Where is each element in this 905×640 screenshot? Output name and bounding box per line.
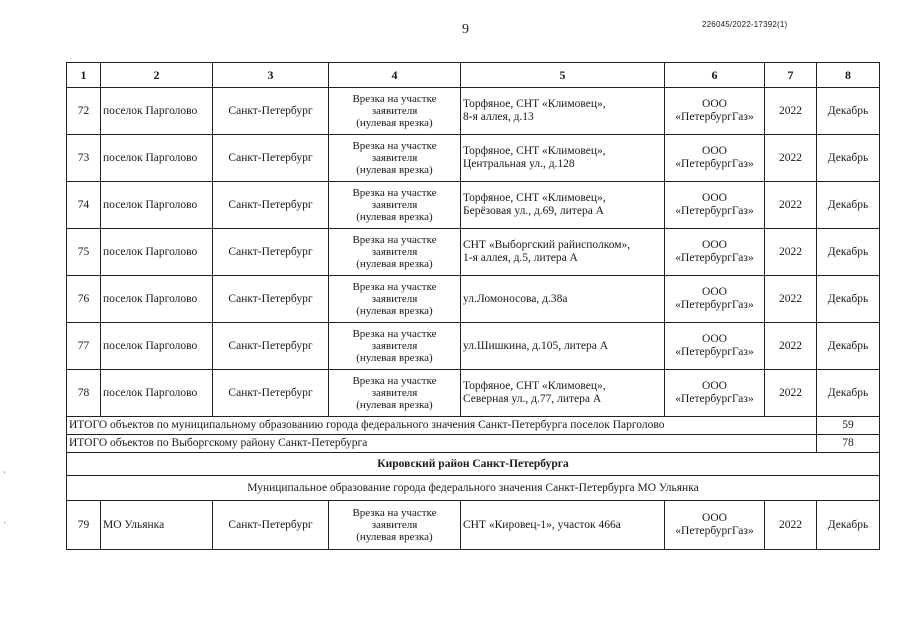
work-cell (329, 229, 461, 276)
month-cell: Декабрь (817, 276, 880, 323)
table-row (67, 323, 880, 370)
work-line: Врезка на участке (352, 93, 437, 105)
column-header: 2 (101, 63, 213, 88)
total-label: ИТОГО объектов по муниципальному образованию города федерального значения Санкт-Петербурга поселок Парголово (67, 417, 817, 435)
year-cell: 2022 (765, 501, 817, 550)
document-id: 226045/2022-17392(1) (702, 20, 788, 29)
city-cell: Санкт-Петербург (213, 135, 329, 182)
work-line: Врезка на участке (352, 507, 437, 519)
row-number: 77 (67, 323, 101, 370)
work-line: заявителя (371, 152, 418, 164)
address-line: Торфяное, СНТ «Климовец», (463, 98, 606, 110)
margin-mark: ' (4, 520, 6, 530)
table-row (67, 135, 880, 182)
org-line: ООО (702, 333, 727, 345)
total-value: 59 (817, 417, 880, 435)
work-line: (нулевая врезка) (356, 211, 433, 223)
address-line: ул.Ломоносова, д.38а (463, 292, 568, 305)
work-line: Врезка на участке (352, 328, 437, 340)
municipality-cell: поселок Парголово (101, 323, 213, 370)
column-number-row (67, 63, 880, 88)
address-line: Торфяное, СНТ «Климовец», (463, 380, 606, 392)
organization-cell (665, 276, 765, 323)
org-line: «ПетербургГаз» (675, 111, 754, 123)
work-line: заявителя (371, 199, 418, 211)
column-header: 6 (665, 63, 765, 88)
address-line: СНТ «Выборгский райисполком», (463, 239, 631, 251)
org-line: ООО (702, 145, 727, 157)
org-line: ООО (702, 98, 727, 110)
city-cell: Санкт-Петербург (213, 276, 329, 323)
table-row (67, 182, 880, 229)
table-row (67, 88, 880, 135)
org-line: «ПетербургГаз» (675, 393, 754, 405)
month-cell: Декабрь (817, 501, 880, 550)
address-cell (461, 182, 665, 229)
work-line: (нулевая врезка) (356, 531, 433, 543)
address-cell (461, 370, 665, 417)
municipality-cell: поселок Парголово (101, 276, 213, 323)
work-cell (329, 135, 461, 182)
municipality-cell: поселок Парголово (101, 229, 213, 276)
month-cell: Декабрь (817, 135, 880, 182)
address-cell (461, 323, 665, 370)
objects-table (66, 62, 880, 550)
year-cell: 2022 (765, 135, 817, 182)
total-label: ИТОГО объектов по Выборгскому району Санкт-Петербурга (67, 435, 817, 453)
month-cell: Декабрь (817, 370, 880, 417)
address-line: Торфяное, СНТ «Климовец», (463, 192, 606, 204)
city-cell: Санкт-Петербург (213, 88, 329, 135)
row-number: 76 (67, 276, 101, 323)
row-number: 73 (67, 135, 101, 182)
org-line: «ПетербургГаз» (675, 299, 754, 311)
organization-cell (665, 182, 765, 229)
address-cell (461, 276, 665, 323)
month-cell: Декабрь (817, 182, 880, 229)
row-number: 79 (67, 501, 101, 550)
row-number: 78 (67, 370, 101, 417)
organization-cell (665, 229, 765, 276)
organization-cell (665, 135, 765, 182)
year-cell: 2022 (765, 88, 817, 135)
work-cell (329, 88, 461, 135)
city-cell: Санкт-Петербург (213, 182, 329, 229)
row-number: 74 (67, 182, 101, 229)
column-header: 4 (329, 63, 461, 88)
address-cell (461, 88, 665, 135)
municipality-cell: МО Ульянка (101, 501, 213, 550)
district-heading-row (67, 453, 880, 476)
column-header: 1 (67, 63, 101, 88)
work-line: (нулевая врезка) (356, 164, 433, 176)
work-line: (нулевая врезка) (356, 117, 433, 129)
total-row-vyborgsky (67, 435, 880, 453)
work-cell (329, 276, 461, 323)
row-number: 75 (67, 229, 101, 276)
org-line: «ПетербургГаз» (675, 158, 754, 170)
margin-mark: ' (4, 470, 6, 480)
work-cell (329, 182, 461, 229)
month-cell: Декабрь (817, 229, 880, 276)
column-header: 5 (461, 63, 665, 88)
municipality-heading: Муниципальное образование города федерального значения Санкт-Петербурга МО Ульянка (67, 476, 880, 501)
address-line: Центральная ул., д.128 (463, 158, 575, 170)
table-row (67, 276, 880, 323)
year-cell: 2022 (765, 323, 817, 370)
address-line: Северная ул., д.77, литера А (463, 393, 602, 405)
work-line: (нулевая врезка) (356, 399, 433, 411)
work-line: (нулевая врезка) (356, 352, 433, 364)
city-cell: Санкт-Петербург (213, 501, 329, 550)
city-cell: Санкт-Петербург (213, 229, 329, 276)
address-line: 1-я аллея, д.5, литера А (463, 252, 578, 264)
work-line: заявителя (371, 340, 418, 352)
column-header: 7 (765, 63, 817, 88)
work-line: Врезка на участке (352, 281, 437, 293)
work-cell (329, 501, 461, 550)
municipality-cell: поселок Парголово (101, 182, 213, 229)
work-line: Врезка на участке (352, 234, 437, 246)
work-line: заявителя (371, 105, 418, 117)
address-line: Торфяное, СНТ «Климовец», (463, 145, 606, 157)
address-line: 8-я аллея, д.13 (463, 111, 534, 123)
year-cell: 2022 (765, 276, 817, 323)
work-line: (нулевая врезка) (356, 258, 433, 270)
district-heading: Кировский район Санкт-Петербурга (67, 453, 880, 476)
year-cell: 2022 (765, 182, 817, 229)
city-cell: Санкт-Петербург (213, 370, 329, 417)
page-number: 9 (462, 22, 469, 37)
year-cell: 2022 (765, 229, 817, 276)
city-cell: Санкт-Петербург (213, 323, 329, 370)
org-line: «ПетербургГаз» (675, 346, 754, 358)
org-line: «ПетербургГаз» (675, 252, 754, 264)
work-cell (329, 323, 461, 370)
org-line: «ПетербургГаз» (675, 205, 754, 217)
address-cell (461, 135, 665, 182)
work-line: заявителя (371, 293, 418, 305)
work-line: Врезка на участке (352, 187, 437, 199)
work-line: заявителя (371, 387, 418, 399)
organization-cell (665, 501, 765, 550)
month-cell: Декабрь (817, 323, 880, 370)
work-line: Врезка на участке (352, 375, 437, 387)
work-line: (нулевая врезка) (356, 305, 433, 317)
municipality-cell: поселок Парголово (101, 135, 213, 182)
work-line: заявителя (371, 519, 418, 531)
org-line: ООО (702, 239, 727, 251)
address-line: Берёзовая ул., д.69, литера А (463, 205, 604, 217)
municipality-cell: поселок Парголово (101, 370, 213, 417)
column-header: 3 (213, 63, 329, 88)
org-line: ООО (702, 286, 727, 298)
address-cell: СНТ «Кировец-1», участок 466а (461, 501, 665, 550)
organization-cell (665, 323, 765, 370)
row-number: 72 (67, 88, 101, 135)
org-line: «ПетербургГаз» (675, 525, 754, 537)
organization-cell (665, 370, 765, 417)
work-cell (329, 370, 461, 417)
year-cell: 2022 (765, 370, 817, 417)
table-row (67, 229, 880, 276)
org-line: ООО (702, 512, 727, 524)
work-line: заявителя (371, 246, 418, 258)
municipality-cell: поселок Парголово (101, 88, 213, 135)
municipality-heading-row (67, 476, 880, 501)
month-cell: Декабрь (817, 88, 880, 135)
table-row (67, 501, 880, 550)
table-row (67, 370, 880, 417)
org-line: ООО (702, 380, 727, 392)
address-line: ул.Шишкина, д.105, литера А (463, 339, 609, 352)
total-row-pargolovo (67, 417, 880, 435)
address-cell (461, 229, 665, 276)
org-line: ООО (702, 192, 727, 204)
column-header: 8 (817, 63, 880, 88)
organization-cell (665, 88, 765, 135)
work-line: Врезка на участке (352, 140, 437, 152)
total-value: 78 (817, 435, 880, 453)
